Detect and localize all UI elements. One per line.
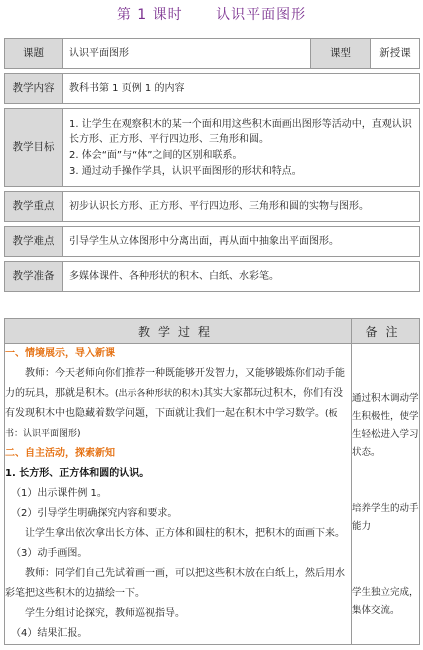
teaching-process-table <box>4 318 420 645</box>
step-detail: 让学生拿出依次拿出长方体、正方体和圆柱的积木，把积木的面画下来。 <box>25 528 345 539</box>
goals-label: 教学目标 <box>5 109 63 187</box>
note: 培养学生的动手能力 <box>352 503 419 532</box>
content-label: 教学内容 <box>5 74 63 104</box>
lesson-info-table <box>4 38 420 292</box>
difficulty-value: 引导学生从立体图形中分离出面，再从面中抽象出平面图形。 <box>63 227 420 257</box>
content-value: 教科书第 1 页例 1 的内容 <box>63 74 420 104</box>
preparation-value: 多媒体课件、各种形状的积木、白纸、水彩笔。 <box>63 262 420 292</box>
topic-label: 课题 <box>5 39 63 69</box>
step: （4）结果汇报。 <box>11 628 88 639</box>
lesson-topic: 认识平面图形 <box>216 7 307 23</box>
section-heading: 二、自主活动，探索新知 <box>5 448 115 459</box>
notes-header: 备注 <box>352 319 420 344</box>
type-value: 新授课 <box>371 39 420 69</box>
note: 学生独立完成，集体交流。 <box>352 587 419 616</box>
type-label: 课型 <box>311 39 371 69</box>
subheading: 1. 长方形、正方体和圆的认识。 <box>5 468 150 479</box>
step: （3）动手画图。 <box>11 548 88 559</box>
process-body <box>5 344 352 645</box>
paragraph: 教师：今天老师向你们推荐一种既能够开发智力，又能够锻炼你们动手能力的玩具，那就是积木。(出示各种形状的积木)其实大家都玩过积木，你们有没有发现积木中也隐藏着数学问题，下面就让我们一起在积木中学习数学。(板书：认识平面图形) <box>5 368 345 439</box>
goals-list <box>63 109 420 187</box>
section-heading: 一、情境展示，导入新课 <box>5 348 115 359</box>
step: （1）出示课件例 1。 <box>11 488 107 499</box>
goal-item: 3. 通过动手操作学具，认识平面图形的形状和特点。 <box>69 165 302 177</box>
goal-item: 1. 让学生在观察积木的某一个面和用这些积木面画出图形等活动中，直观认识长方形、正方形、平行四边形、三角形和圆。 <box>69 118 412 145</box>
step: （2）引导学生明确探究内容和要求。 <box>11 508 178 519</box>
key-point-label: 教学重点 <box>5 192 63 222</box>
step-detail: 教师：同学们自己先试着画一画，可以把这些积木放在白纸上，然后用水彩笔把这些积木的边描绘一下。 <box>5 568 345 599</box>
key-point-value: 初步认识长方形、正方形、平行四边形、三角形和圆的实物与图形。 <box>63 192 420 222</box>
goal-item: 2. 体会“面”与“体”之间的区别和联系。 <box>69 149 243 161</box>
difficulty-label: 教学难点 <box>5 227 63 257</box>
lesson-number: 第 1 课时 <box>116 7 183 23</box>
preparation-label: 教学准备 <box>5 262 63 292</box>
step-detail: 学生分组讨论探究，教师巡视指导。 <box>25 608 185 619</box>
topic-value: 认识平面图形 <box>63 39 311 69</box>
notes-column <box>352 344 420 645</box>
process-header: 教学过程 <box>5 319 352 344</box>
page-title <box>0 4 423 24</box>
note: 通过积木调动学生积极性，使学生轻松进入学习状态。 <box>352 393 419 458</box>
